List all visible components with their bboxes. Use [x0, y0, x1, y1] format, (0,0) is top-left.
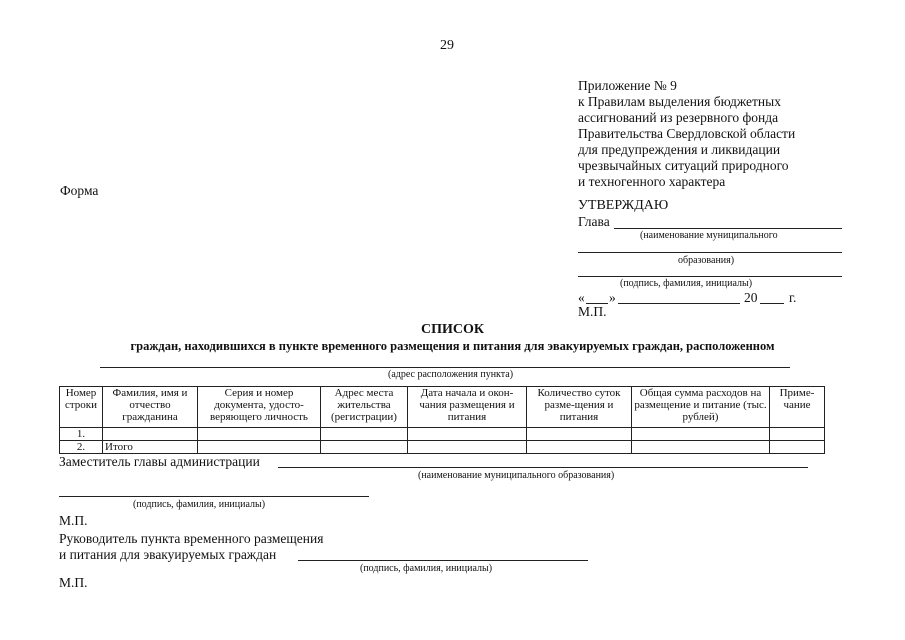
address-hint: (адрес расположения пункта)	[388, 369, 514, 380]
row-name	[103, 428, 198, 441]
month-line	[618, 303, 740, 304]
appendix-line: и техногенного характера	[578, 174, 726, 189]
date-open-quote: «	[578, 290, 585, 305]
municipal-line	[578, 252, 842, 253]
point-head-stamp: М.П.	[59, 575, 88, 590]
appendix-line: Приложение № 9	[578, 78, 677, 93]
date-close-quote: »	[609, 290, 616, 305]
header-address: Адрес места жительства (регистрации)	[321, 387, 408, 428]
stamp-label: М.П.	[578, 304, 607, 319]
appendix-line: ассигнований из резервного фонда	[578, 110, 779, 125]
table-header-row	[60, 387, 825, 428]
point-head-line1: Руководитель пункта временного размещения	[59, 531, 324, 546]
appendix-block	[578, 78, 795, 190]
header-days: Количество суток разме-щения и питания	[527, 387, 632, 428]
row-name: Итого	[103, 441, 198, 454]
point-head-line2: и питания для эвакуируемых граждан	[59, 547, 277, 562]
year-suffix: г.	[789, 290, 797, 305]
deputy-label: Заместитель главы администрации	[59, 454, 260, 469]
table-row	[60, 428, 825, 441]
table-row	[60, 441, 825, 454]
row-number: 1.	[60, 428, 103, 441]
deputy-municipal-hint: (наименование муниципального образования)	[418, 470, 615, 481]
approval-title: УТВЕРЖДАЮ	[578, 198, 669, 213]
header-dates: Дата начала и окон-чания размещения и питания	[408, 387, 527, 428]
year-prefix: 20	[744, 290, 758, 305]
point-head-signature-hint: (подпись, фамилия, инициалы)	[360, 563, 493, 574]
deputy-signature-hint: (подпись, фамилия, инициалы)	[133, 499, 266, 510]
head-label: Глава	[578, 214, 610, 229]
form-label: Форма	[60, 183, 99, 198]
deputy-municipal-line	[278, 467, 808, 468]
appendix-line: к Правилам выделения бюджетных	[578, 94, 781, 109]
municipal-hint: (наименование муниципального	[640, 230, 778, 241]
address-line	[100, 367, 790, 368]
header-document: Серия и номер документа, удосто-веряющего личность	[198, 387, 321, 428]
citizens-table	[59, 386, 825, 454]
point-head-signature-line	[298, 560, 588, 561]
appendix-line: Правительства Свердловской области	[578, 126, 796, 141]
header-row-number: Номер строки	[60, 387, 103, 428]
header-total-sum: Общая сумма расходов на размещение и питание (тыс. рублей)	[632, 387, 770, 428]
deputy-signature-line	[59, 496, 369, 497]
appendix-line: чрезвычайных ситуаций природного	[578, 158, 789, 173]
appendix-line: для предупреждения и ликвидации	[578, 142, 781, 157]
header-note: Приме-чание	[770, 387, 825, 428]
municipal-hint-cont: образования)	[678, 255, 735, 266]
page-number: 29	[440, 38, 454, 53]
header-full-name: Фамилия, имя и отчество гражданина	[103, 387, 198, 428]
row-number: 2.	[60, 441, 103, 454]
deputy-stamp: М.П.	[59, 513, 88, 528]
signature-line	[578, 276, 842, 277]
year-line	[760, 303, 784, 304]
list-title: СПИСОК	[420, 322, 485, 337]
signature-hint: (подпись, фамилия, инициалы)	[620, 278, 753, 289]
list-subtitle: граждан, находившихся в пункте временного размещения и питания для эвакуируемых граждан, расположенном	[130, 339, 775, 353]
head-signature-line	[614, 228, 842, 229]
